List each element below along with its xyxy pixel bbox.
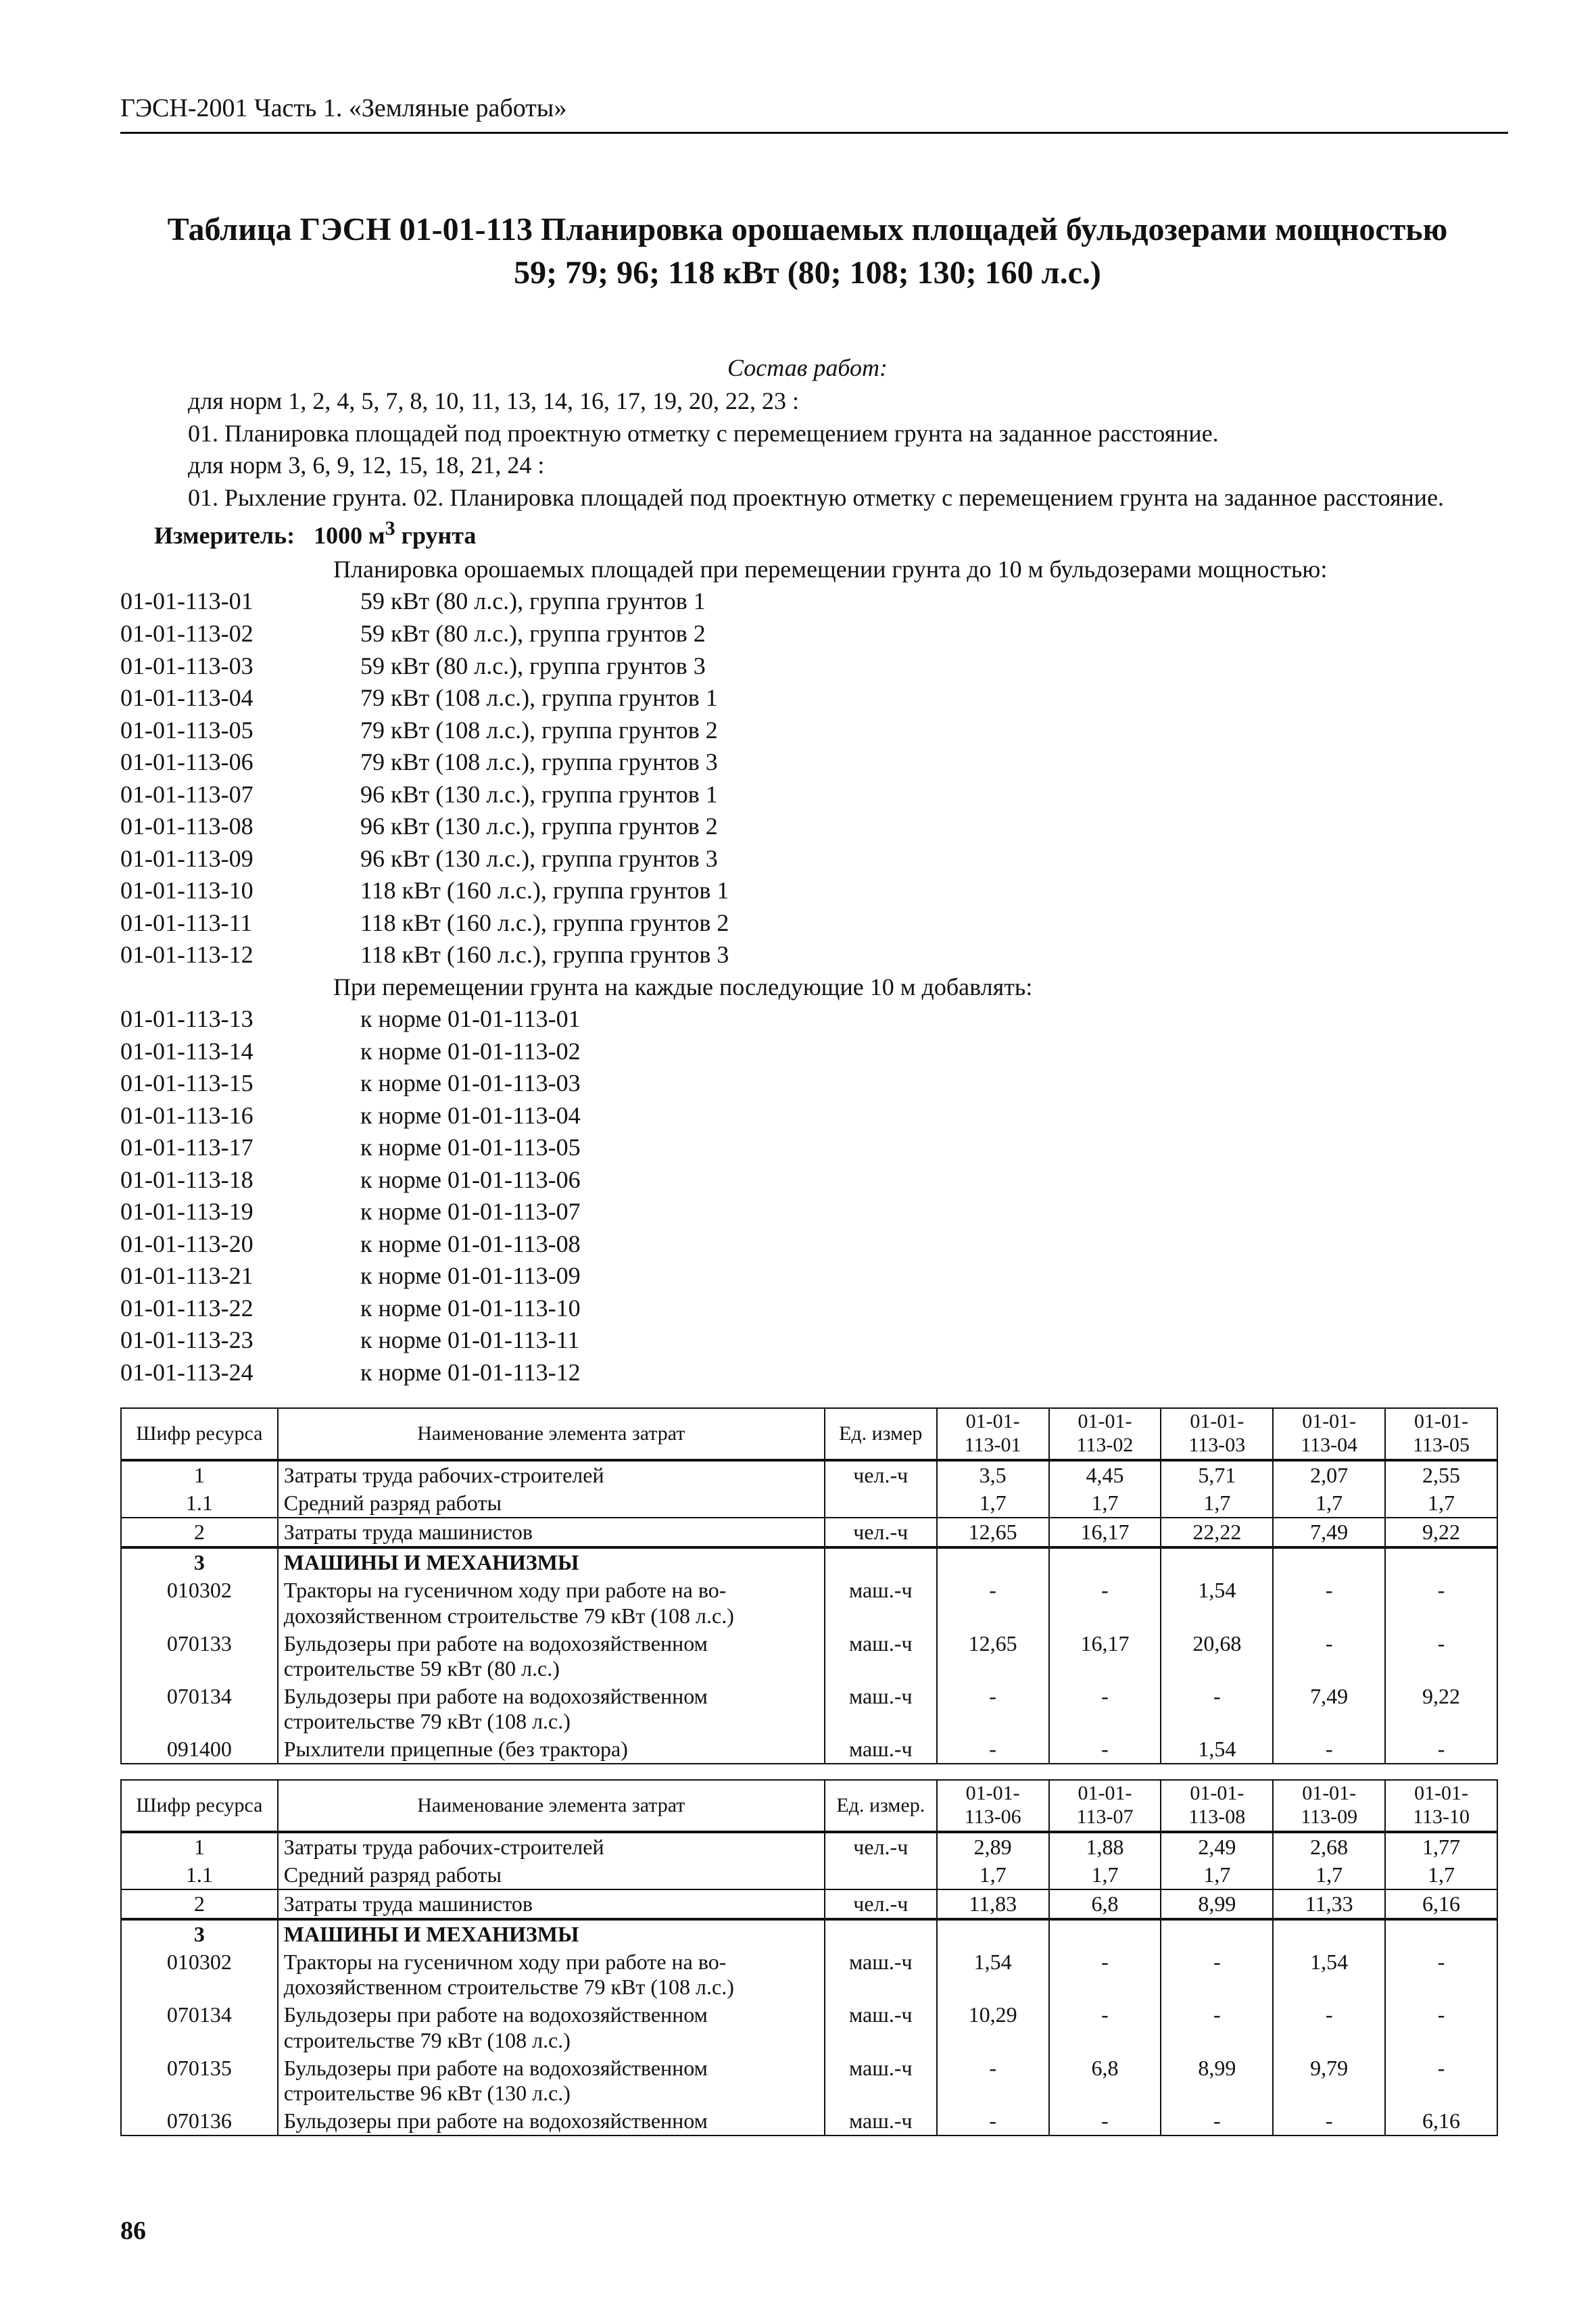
resource-code: 1	[121, 1460, 278, 1489]
table-row	[121, 1683, 1497, 1735]
norm-row	[120, 682, 1495, 715]
cost-element-name	[278, 1919, 825, 1948]
norm-value	[937, 1919, 1049, 1948]
norm-code: 01-01-113-16	[120, 1101, 253, 1129]
norm-value: -	[1049, 1948, 1161, 2001]
table-row	[121, 1489, 1497, 1518]
norm-code: 01-01-113-19	[120, 1198, 253, 1226]
cost-element-name-line: Тракторы на гусеничном ходу при работе на во-	[283, 1950, 727, 1975]
table-row	[121, 1518, 1497, 1547]
cost-element-name-line: Бульдозеры при работе на водохозяйственном	[283, 2002, 708, 2027]
norm-row	[120, 715, 1495, 747]
norm-value: -	[1049, 2001, 1161, 2054]
norm-description: 96 кВт (130 л.с.), группа грунтов 2	[360, 813, 718, 840]
norm-value: 5,71	[1161, 1460, 1273, 1489]
norm-code: 01-01-113-13	[120, 1005, 253, 1033]
table-body	[121, 1460, 1497, 1764]
table-title-line-1: Таблица ГЭСН 01-01-113 Планировка орошаемых площадей бульдозерами мощностью	[167, 212, 1448, 248]
norm-description: к норме 01-01-113-11	[360, 1326, 580, 1354]
norm-value	[937, 1547, 1049, 1576]
cost-element-name	[278, 1735, 825, 1764]
cost-element-name	[278, 1576, 825, 1629]
cost-element-name-line: строительстве 96 кВт (130 л.с.)	[283, 2080, 571, 2105]
norm-description: 79 кВт (108 л.с.), группа грунтов 2	[360, 716, 718, 744]
norm-code: 01-01-113-09	[120, 844, 253, 872]
unit-of-measure	[825, 1547, 937, 1576]
cost-element-name	[278, 2054, 825, 2107]
cost-element-name-line: Бульдозеры при работе на водохозяйственном	[283, 1683, 708, 1708]
norm-value: 20,68	[1161, 1630, 1273, 1683]
column-header-unit: Ед. измер.	[825, 1780, 937, 1832]
norm-code: 01-01-113-08	[120, 813, 253, 840]
work-composition-heading: Состав работ:	[727, 354, 888, 381]
column-header-norm: 01-01- 113-03	[1161, 1408, 1273, 1460]
table-row	[121, 1460, 1497, 1489]
norm-row	[120, 1100, 1495, 1132]
norm-group-heading: Планировка орошаемых площадей при перемещении грунта до 10 м бульдозерами мощностью:	[333, 555, 1328, 583]
unit-of-measure: маш.-ч	[825, 2054, 937, 2107]
norm-value: 1,7	[1385, 1861, 1497, 1889]
norm-value: -	[1161, 2107, 1273, 2136]
unit-of-measure: маш.-ч	[825, 1683, 937, 1735]
norm-value: 2,07	[1273, 1460, 1385, 1489]
measure-unit	[120, 515, 1495, 552]
norm-code: 01-01-113-01	[120, 587, 253, 615]
norm-description: 96 кВт (130 л.с.), группа грунтов 3	[360, 844, 718, 872]
cost-element-name	[278, 1460, 825, 1489]
column-header-norm: 01-01- 113-09	[1273, 1780, 1385, 1832]
cost-element-name	[278, 1832, 825, 1861]
norm-value	[1385, 1547, 1497, 1576]
cost-element-name	[278, 1630, 825, 1683]
norm-code: 01-01-113-03	[120, 652, 253, 679]
norm-value: 6,8	[1049, 2054, 1161, 2107]
norm-code: 01-01-113-02	[120, 620, 253, 647]
cost-element-name-line: Средний разряд работы	[283, 1862, 502, 1887]
norm-value: -	[1385, 1630, 1497, 1683]
norm-value: 1,88	[1049, 1832, 1161, 1861]
norm-value: 2,68	[1273, 1832, 1385, 1861]
norm-value: -	[937, 2107, 1049, 2136]
cost-element-name-line: Затраты труда рабочих-строителей	[283, 1462, 604, 1487]
unit-of-measure: маш.-ч	[825, 2001, 937, 2054]
cost-element-name-line: дохозяйственном строительстве 79 кВт (108 л.с.)	[283, 1603, 734, 1628]
cost-element-name-line: Тракторы на гусеничном ходу при работе на во-	[283, 1578, 727, 1603]
unit-of-measure: чел.-ч	[825, 1832, 937, 1861]
table-header-row	[121, 1408, 1497, 1460]
norm-list	[120, 554, 1495, 1389]
norm-row	[120, 650, 1495, 683]
column-header-norm: 01-01- 113-08	[1161, 1780, 1273, 1832]
unit-of-measure	[825, 1919, 937, 1948]
norm-value: 6,8	[1049, 1889, 1161, 1919]
norm-code: 01-01-113-23	[120, 1326, 253, 1354]
norm-code: 01-01-113-10	[120, 877, 253, 904]
norm-value: -	[1385, 1576, 1497, 1629]
norm-row	[120, 1260, 1495, 1293]
norm-value: 12,65	[937, 1630, 1049, 1683]
unit-of-measure: маш.-ч	[825, 1576, 937, 1629]
table-row	[121, 2001, 1497, 2054]
norm-value: -	[1273, 2001, 1385, 2054]
table-header-row	[121, 1780, 1497, 1832]
norm-value	[1273, 1547, 1385, 1576]
resource-code: 1.1	[121, 1861, 278, 1889]
unit-of-measure: чел.-ч	[825, 1889, 937, 1919]
unit-of-measure	[825, 1861, 937, 1889]
norm-row	[120, 843, 1495, 875]
unit-of-measure: маш.-ч	[825, 2107, 937, 2136]
page-number: 86	[120, 2217, 146, 2245]
norm-value: 16,17	[1049, 1518, 1161, 1547]
table-row	[121, 2054, 1497, 2107]
table-row	[121, 1630, 1497, 1683]
norm-row	[120, 1003, 1495, 1036]
norm-value: -	[937, 1576, 1049, 1629]
norm-value: -	[1273, 2107, 1385, 2136]
cost-element-name-line: строительстве 79 кВт (108 л.с.)	[283, 2027, 571, 2052]
cost-element-name-line: дохозяйственном строительстве 79 кВт (108 л.с.)	[283, 1975, 734, 2000]
norm-code: 01-01-113-14	[120, 1037, 253, 1065]
column-header-name: Наименование элемента затрат	[278, 1408, 825, 1460]
norm-description: к норме 01-01-113-02	[360, 1037, 581, 1065]
norm-value: 11,83	[937, 1889, 1049, 1919]
resource-code: 1	[121, 1832, 278, 1861]
norm-value: 1,54	[1273, 1948, 1385, 2001]
table-row	[121, 1919, 1497, 1948]
norm-code: 01-01-113-20	[120, 1230, 253, 1257]
norm-row	[120, 1357, 1495, 1389]
column-header-norm: 01-01- 113-04	[1273, 1408, 1385, 1460]
norm-value: 1,7	[937, 1489, 1049, 1518]
norm-description: 118 кВт (160 л.с.), группа грунтов 1	[360, 877, 729, 904]
norm-code: 01-01-113-22	[120, 1294, 253, 1322]
norm-code: 01-01-113-21	[120, 1262, 253, 1290]
cost-element-name	[278, 2107, 825, 2136]
norm-value: -	[937, 1735, 1049, 1764]
norm-description: к норме 01-01-113-08	[360, 1230, 581, 1257]
norm-value: -	[1385, 2054, 1497, 2107]
norm-value: -	[1161, 1948, 1273, 2001]
norm-code: 01-01-113-06	[120, 748, 253, 776]
norm-value: -	[1049, 1683, 1161, 1735]
cost-element-name-line: Бульдозеры при работе на водохозяйственном	[283, 2055, 708, 2080]
norm-row	[120, 1196, 1495, 1228]
norm-description: 59 кВт (80 л.с.), группа грунтов 3	[360, 652, 706, 679]
norm-value: 16,17	[1049, 1630, 1161, 1683]
cost-element-name	[278, 1489, 825, 1518]
norm-value	[1049, 1547, 1161, 1576]
norm-group-heading: При перемещении грунта на каждые последующие 10 м добавлять:	[333, 973, 1033, 1000]
cost-element-name-line: Затраты труда машинистов	[283, 1520, 533, 1545]
norm-value: 4,45	[1049, 1460, 1161, 1489]
norm-value: -	[1273, 1630, 1385, 1683]
norm-code: 01-01-113-15	[120, 1069, 253, 1097]
cost-element-name-line: строительстве 79 кВт (108 л.с.)	[283, 1708, 571, 1733]
resource-code: 3	[121, 1547, 278, 1576]
cost-element-name	[278, 1948, 825, 2001]
norm-row	[120, 1164, 1495, 1197]
norm-value: 8,99	[1161, 1889, 1273, 1919]
cost-element-name-line: Бульдозеры при работе на водохозяйственном	[283, 2108, 708, 2133]
table-row	[121, 1547, 1497, 1576]
composition-line: 01. Рыхление грунта. 02. Планировка площадей под проектную отметку с перемещением грунта на заданное расстояние.	[188, 483, 1445, 511]
column-header-code: Шифр ресурса	[121, 1780, 278, 1832]
norm-value: 1,7	[937, 1861, 1049, 1889]
norm-row	[120, 875, 1495, 907]
norm-value: -	[1385, 1735, 1497, 1764]
unit-of-measure: маш.-ч	[825, 1948, 937, 2001]
norm-code: 01-01-113-24	[120, 1358, 253, 1386]
norm-value: -	[1273, 1735, 1385, 1764]
norm-value: 9,22	[1385, 1518, 1497, 1547]
norm-value: 3,5	[937, 1460, 1049, 1489]
norm-code: 01-01-113-07	[120, 780, 253, 808]
resource-code: 070133	[121, 1630, 278, 1683]
norm-value: 9,22	[1385, 1683, 1497, 1735]
norm-value: -	[1385, 2001, 1497, 2054]
norm-code: 01-01-113-04	[120, 684, 253, 712]
column-header-norm: 01-01- 113-02	[1049, 1408, 1161, 1460]
norm-row	[120, 1067, 1495, 1100]
norm-code: 01-01-113-05	[120, 716, 253, 744]
composition-line: 01. Планировка площадей под проектную отметку с перемещением грунта на заданное расстояние.	[188, 419, 1219, 447]
norm-value: 1,7	[1161, 1489, 1273, 1518]
resource-code: 2	[121, 1518, 278, 1547]
unit-of-measure: чел.-ч	[825, 1518, 937, 1547]
norm-value: 1,54	[937, 1948, 1049, 2001]
cost-element-name-line: МАШИНЫ И МЕХАНИЗМЫ	[283, 1550, 579, 1575]
norm-description: к норме 01-01-113-05	[360, 1134, 581, 1161]
cost-element-name-line: Средний разряд работы	[283, 1491, 502, 1516]
cost-element-name	[278, 1518, 825, 1547]
resource-code: 2	[121, 1889, 278, 1919]
unit-of-measure: чел.-ч	[825, 1460, 937, 1489]
norm-value: 7,49	[1273, 1683, 1385, 1735]
table-title	[120, 208, 1495, 294]
norm-value: 11,33	[1273, 1889, 1385, 1919]
norm-value: 1,7	[1385, 1489, 1497, 1518]
norm-description: к норме 01-01-113-09	[360, 1262, 581, 1290]
cost-element-name	[278, 1547, 825, 1576]
work-composition	[120, 352, 1495, 514]
norm-value: 6,16	[1385, 2107, 1497, 2136]
norm-value: 6,16	[1385, 1889, 1497, 1919]
norm-code: 01-01-113-12	[120, 941, 253, 969]
norm-description: 96 кВт (130 л.с.), группа грунтов 1	[360, 780, 718, 808]
cost-table-1	[120, 1407, 1498, 1764]
norm-row	[120, 779, 1495, 811]
norm-value: 1,54	[1161, 1576, 1273, 1629]
cost-table-2	[120, 1779, 1498, 2136]
resource-code: 3	[121, 1919, 278, 1948]
norm-code: 01-01-113-18	[120, 1165, 253, 1193]
norm-code: 01-01-113-17	[120, 1134, 253, 1161]
unit-of-measure	[825, 1489, 937, 1518]
norm-row	[120, 907, 1495, 940]
cost-element-name-line: строительстве 59 кВт (80 л.с.)	[283, 1656, 560, 1681]
norm-row	[120, 1293, 1495, 1325]
resource-code: 010302	[121, 1948, 278, 2001]
table-row	[121, 2107, 1497, 2136]
norm-value: 1,7	[1161, 1861, 1273, 1889]
norm-value: 9,79	[1273, 2054, 1385, 2107]
column-header-norm: 01-01- 113-07	[1049, 1780, 1161, 1832]
norm-value: 1,54	[1161, 1735, 1273, 1764]
norm-row	[120, 1036, 1495, 1068]
table-row	[121, 1948, 1497, 2001]
norm-value: -	[1385, 1948, 1497, 2001]
norm-value: -	[937, 2054, 1049, 2107]
norm-description: 118 кВт (160 л.с.), группа грунтов 3	[360, 941, 729, 969]
cost-element-name-line: Рыхлители прицепные (без трактора)	[283, 1737, 628, 1762]
norm-value: 1,7	[1273, 1861, 1385, 1889]
norm-value: -	[1049, 1735, 1161, 1764]
cost-element-name-line: Затраты труда машинистов	[283, 1891, 533, 1916]
norm-value: -	[1273, 1576, 1385, 1629]
norm-description: к норме 01-01-113-12	[360, 1358, 581, 1386]
column-header-norm: 01-01- 113-05	[1385, 1408, 1497, 1460]
norm-value: 1,77	[1385, 1832, 1497, 1861]
composition-line: для норм 1, 2, 4, 5, 7, 8, 10, 11, 13, 14, 16, 17, 19, 20, 22, 23 :	[188, 387, 800, 415]
running-header: ГЭСН-2001 Часть 1. «Земляные работы»	[120, 91, 1508, 134]
measure-power: 3	[385, 517, 395, 540]
table-body	[121, 1832, 1497, 2136]
norm-description: 59 кВт (80 л.с.), группа грунтов 1	[360, 587, 706, 615]
norm-value: 1,7	[1049, 1861, 1161, 1889]
norm-description: к норме 01-01-113-07	[360, 1198, 581, 1226]
norm-value: 22,22	[1161, 1518, 1273, 1547]
norm-value	[1049, 1919, 1161, 1948]
column-header-norm: 01-01- 113-06	[937, 1780, 1049, 1832]
norm-value	[1273, 1919, 1385, 1948]
norm-value: 10,29	[937, 2001, 1049, 2054]
norm-description: к норме 01-01-113-04	[360, 1101, 581, 1129]
norm-row	[120, 811, 1495, 843]
norm-row	[120, 1132, 1495, 1164]
norm-row	[120, 746, 1495, 779]
table-title-line-2: 59; 79; 96; 118 кВт (80; 108; 130; 160 л.с.)	[514, 254, 1101, 291]
resource-code: 070135	[121, 2054, 278, 2107]
norm-description: 79 кВт (108 л.с.), группа грунтов 3	[360, 748, 718, 776]
norm-value: 2,49	[1161, 1832, 1273, 1861]
norm-group-2	[120, 1003, 1495, 1389]
norm-description: к норме 01-01-113-03	[360, 1069, 581, 1097]
cost-element-name	[278, 1889, 825, 1919]
norm-description: к норме 01-01-113-06	[360, 1165, 581, 1193]
table-row	[121, 1735, 1497, 1764]
norm-value: 2,89	[937, 1832, 1049, 1861]
cost-element-name	[278, 2001, 825, 2054]
norm-description: 59 кВт (80 л.с.), группа грунтов 2	[360, 620, 706, 647]
norm-code: 01-01-113-11	[120, 909, 253, 936]
unit-of-measure: маш.-ч	[825, 1630, 937, 1683]
cost-element-name-line: Бульдозеры при работе на водохозяйственном	[283, 1631, 708, 1656]
table-row	[121, 1861, 1497, 1889]
norm-value	[1385, 1919, 1497, 1948]
resource-code: 010302	[121, 1576, 278, 1629]
resource-code: 070136	[121, 2107, 278, 2136]
measure-material: грунта	[395, 522, 477, 550]
norm-row	[120, 1228, 1495, 1261]
resource-code: 1.1	[121, 1489, 278, 1518]
norm-value: 8,99	[1161, 2054, 1273, 2107]
norm-value: 1,7	[1273, 1489, 1385, 1518]
column-header-norm: 01-01- 113-10	[1385, 1780, 1497, 1832]
norm-value	[1161, 1547, 1273, 1576]
column-header-unit: Ед. измер	[825, 1408, 937, 1460]
resource-code: 091400	[121, 1735, 278, 1764]
norm-value: -	[1161, 1683, 1273, 1735]
norm-description: к норме 01-01-113-10	[360, 1294, 581, 1322]
norm-value: 7,49	[1273, 1518, 1385, 1547]
cost-element-name	[278, 1683, 825, 1735]
table-row	[121, 1832, 1497, 1861]
norm-value: -	[1049, 2107, 1161, 2136]
norm-value	[1161, 1919, 1273, 1948]
norm-value: 2,55	[1385, 1460, 1497, 1489]
norm-row	[120, 939, 1495, 971]
table-row	[121, 1576, 1497, 1629]
column-header-code: Шифр ресурса	[121, 1408, 278, 1460]
composition-line: для норм 3, 6, 9, 12, 15, 18, 21, 24 :	[188, 452, 545, 479]
norm-value: -	[1161, 2001, 1273, 2054]
norm-group-1	[120, 585, 1495, 971]
norm-row	[120, 585, 1495, 618]
measure-label: Измеритель:	[154, 522, 295, 550]
norm-row	[120, 1324, 1495, 1357]
norm-description: 118 кВт (160 л.с.), группа грунтов 2	[360, 909, 729, 936]
resource-code: 070134	[121, 1683, 278, 1735]
norm-value: 1,7	[1049, 1489, 1161, 1518]
cost-element-name-line: Затраты труда рабочих-строителей	[283, 1834, 604, 1859]
norm-value: -	[937, 1683, 1049, 1735]
resource-code: 070134	[121, 2001, 278, 2054]
measure-amount: 1000 м	[314, 522, 385, 550]
norm-description: 79 кВт (108 л.с.), группа грунтов 1	[360, 684, 718, 712]
column-header-name: Наименование элемента затрат	[278, 1780, 825, 1832]
norm-description: к норме 01-01-113-01	[360, 1005, 581, 1033]
cost-element-name	[278, 1861, 825, 1889]
unit-of-measure: маш.-ч	[825, 1735, 937, 1764]
norm-value: 12,65	[937, 1518, 1049, 1547]
table-row	[121, 1889, 1497, 1919]
norm-row	[120, 618, 1495, 650]
measure-value	[314, 517, 477, 550]
cost-element-name-line: МАШИНЫ И МЕХАНИЗМЫ	[283, 1922, 579, 1947]
norm-value: -	[1049, 1576, 1161, 1629]
column-header-norm: 01-01- 113-01	[937, 1408, 1049, 1460]
